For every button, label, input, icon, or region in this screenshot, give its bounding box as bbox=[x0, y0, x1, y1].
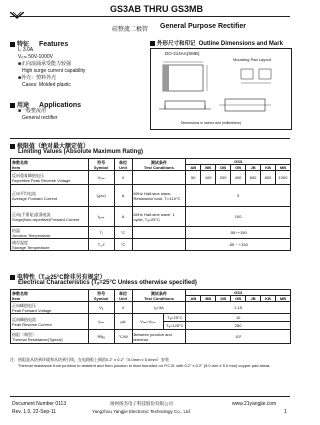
electrical-table bbox=[10, 289, 291, 344]
notes-en: Thermal resistance from junction to ambient and from junction to lead mounted on P.C.B. with 0.2" x 0.2" (5.0 mm x 5.0 mm) copper pad areas bbox=[18, 362, 270, 368]
param-cell: 正向(不重复)浪涌电流 Surge(Non-repetitive)Forward Current bbox=[11, 207, 89, 227]
features-list bbox=[18, 47, 85, 89]
value-cell: 50 bbox=[186, 171, 201, 185]
table-row bbox=[11, 314, 291, 322]
unit-cell: A bbox=[114, 207, 132, 227]
symbol-cell: Iᵣᵣₘ bbox=[88, 314, 114, 330]
footer-rule bbox=[10, 396, 290, 397]
grade-cell: DB bbox=[216, 296, 231, 302]
value-cell: 3 bbox=[186, 185, 291, 207]
symbol-header: 符号 Symbol bbox=[88, 159, 114, 171]
conditions-header: 测试条件 Test Conditions bbox=[132, 159, 186, 171]
condition-cell: Vᵣₘ=Vᵣᵣₘ bbox=[132, 314, 164, 330]
unit-cell: °C bbox=[114, 239, 132, 251]
param-cell: 热阻（典型） Thermal Resistance(Typical) bbox=[11, 330, 89, 344]
dimensions-note: Dimensions in inches and (millimeters) bbox=[181, 121, 241, 125]
limiting-values-table bbox=[10, 158, 291, 251]
value-cell: 250 bbox=[186, 322, 291, 330]
company-name-en: Yangzhou Yangjie Electronic Technology Co., Ltd bbox=[92, 409, 190, 414]
electrical-heading-en: Electrical Characteristics (Tₐ=25°C Unless otherwise specified) bbox=[18, 280, 197, 286]
symbol-cell: Vᵪ bbox=[88, 302, 114, 314]
pad-layout-label: Mounting Pad Layout bbox=[233, 57, 271, 62]
grade-cell: DB bbox=[216, 165, 231, 171]
grade-cell: BB bbox=[201, 165, 216, 171]
package-drawing bbox=[155, 59, 287, 121]
value-cell: 200 bbox=[216, 171, 231, 185]
feature-item: Cases: Molded plastic bbox=[22, 82, 71, 88]
unit-header: 单位 Unit bbox=[114, 290, 132, 302]
page-number: 1 bbox=[284, 409, 287, 415]
temp-cell: Tₐ=25°C bbox=[164, 314, 186, 322]
grade-cell: AB bbox=[186, 296, 201, 302]
section-rule bbox=[10, 138, 290, 139]
revision: Rev. 1.0, 22-Sep-11 bbox=[12, 409, 57, 415]
condition-cell: Iᵪ=3A bbox=[132, 302, 186, 314]
param-cell: 结温 Junction Temperature bbox=[11, 227, 89, 239]
package-label: DO-214AA(SMB) bbox=[165, 51, 200, 56]
website-link[interactable]: www.21yangjie.com bbox=[232, 401, 277, 407]
value-cell: -55~+150 bbox=[186, 227, 291, 239]
feature-item: High surge current capability bbox=[22, 68, 86, 74]
unit-cell: °C/W bbox=[114, 330, 132, 344]
condition-cell: 60Hz Half-sine wave, 1 cycle, Tₐ=25°C bbox=[132, 207, 186, 227]
feature-item: I₀ 3.0A bbox=[18, 47, 34, 53]
param-cell: 储存温度 Storage Temperature bbox=[11, 239, 89, 251]
value-cell: 1000 bbox=[275, 171, 290, 185]
unit-cell: V bbox=[114, 302, 132, 314]
condition-cell: 60Hz Half-sine wave, Resistance load, Tₗ=110°C bbox=[132, 185, 186, 207]
value-cell: 1.15 bbox=[186, 302, 291, 314]
unit-header: 单位 Unit bbox=[114, 159, 132, 171]
param-cell: 正向平均电流 Average Forward Current bbox=[11, 185, 89, 207]
table-row bbox=[11, 207, 291, 227]
grade-cell: KB bbox=[261, 165, 276, 171]
grade-cell: JB bbox=[246, 165, 261, 171]
page-title: GS3AB THRU GS3MB bbox=[110, 4, 204, 14]
grade-cell: GB bbox=[231, 296, 246, 302]
value-cell: 100 bbox=[201, 171, 216, 185]
group-header: GS3 bbox=[186, 159, 291, 165]
features-heading: 特征 Features bbox=[10, 39, 68, 48]
symbol-cell: Rθⱼₐ bbox=[88, 330, 114, 344]
value-cell: 10 bbox=[186, 314, 291, 322]
value-cell: 10¹ bbox=[186, 330, 291, 344]
application-item: General rectifier bbox=[22, 115, 58, 121]
unit-cell: °C bbox=[114, 227, 132, 239]
outline-heading: 外形尺寸和印记 Outline Dimensions and Mark bbox=[150, 39, 283, 47]
company-logo bbox=[10, 7, 24, 15]
document-number: Document Number 0113 bbox=[12, 401, 67, 407]
symbol-cell: Tₛₜᵍ bbox=[88, 239, 114, 251]
param-header: 参数名称 Item bbox=[11, 290, 89, 302]
notes-block bbox=[10, 357, 290, 368]
subtitle-cn: 硅整流二极管 bbox=[112, 27, 149, 33]
grade-cell: MB bbox=[275, 165, 290, 171]
feature-item: Vᵣᵣₘ 50V-1000V bbox=[18, 54, 53, 60]
outline-frame bbox=[150, 48, 292, 130]
group-header: GS3 bbox=[186, 290, 291, 296]
table-row bbox=[11, 239, 291, 251]
subtitle-en: General Purpose Rectifier bbox=[160, 23, 246, 30]
title-rule bbox=[10, 16, 290, 17]
electrical-heading-cn: 电特性（Tₐ≥25°C除非另有规定） bbox=[10, 272, 106, 281]
limiting-heading-cn: 极限值（绝对最大额定值） bbox=[10, 141, 89, 150]
value-cell: -55 ~ +150 bbox=[186, 239, 291, 251]
company-name-cn: 扬州扬杰电子科技股份有限公司 bbox=[110, 401, 173, 406]
grade-cell: KB bbox=[261, 296, 276, 302]
grade-cell: MB bbox=[275, 296, 290, 302]
symbol-header: 符号 Symbol bbox=[88, 290, 114, 302]
value-cell: 600 bbox=[246, 171, 261, 185]
table-row bbox=[11, 185, 291, 207]
table-row bbox=[11, 171, 291, 185]
notes-cn: 注：热阻是从结到环境和从结到引线，在电路板上铜箔0.2" x 0.2"（5.0mm x 5.0mm）安装 bbox=[10, 357, 169, 362]
applications-heading: 用途 Applications bbox=[10, 100, 81, 109]
feature-item: ■外壳：塑料外壳 bbox=[18, 75, 57, 81]
grade-cell: JB bbox=[246, 296, 261, 302]
limiting-heading-en: Limiting Values (Absolute Maximum Rating) bbox=[18, 149, 144, 155]
applications-list bbox=[18, 108, 58, 122]
symbol-cell: Iᵪ(ᴀᴠ) bbox=[88, 185, 114, 207]
unit-cell: A bbox=[114, 185, 132, 207]
symbol-cell: Tⱼ bbox=[88, 227, 114, 239]
feature-item: ■正向浪涌承受能力较强 bbox=[18, 61, 72, 67]
condition-cell bbox=[132, 227, 186, 239]
application-item: ■一般整流用 bbox=[18, 108, 47, 114]
value-cell: 100 bbox=[186, 207, 291, 227]
param-cell: 反向重复峰值电压 Repetitive Peak Reverse Voltage bbox=[11, 171, 89, 185]
unit-cell: V bbox=[114, 171, 132, 185]
symbol-cell: Vᵣᵣₘ bbox=[88, 171, 114, 185]
conditions-header: 测试条件 Test Conditions bbox=[132, 290, 186, 302]
grade-cell: BB bbox=[201, 296, 216, 302]
symbol-cell: Iᵪₛₘ bbox=[88, 207, 114, 227]
condition-cell: Between junction and terminal bbox=[132, 330, 186, 344]
value-cell: 800 bbox=[261, 171, 276, 185]
temp-cell: Tₐ=125°C bbox=[164, 322, 186, 330]
table-row bbox=[11, 302, 291, 314]
grade-cell: GB bbox=[231, 165, 246, 171]
grade-cell: AB bbox=[186, 165, 201, 171]
param-cell: 反向峰值电流 Peak Reverse Current bbox=[11, 314, 89, 330]
param-cell: 正向峰值电压 Peak Forward Voltage bbox=[11, 302, 89, 314]
condition-cell bbox=[132, 239, 186, 251]
table-row bbox=[11, 227, 291, 239]
unit-cell: μA bbox=[114, 314, 132, 330]
value-cell: 400 bbox=[231, 171, 246, 185]
param-header: 参数名称 Item bbox=[11, 159, 89, 171]
condition-cell bbox=[132, 171, 186, 185]
table-row bbox=[11, 330, 291, 344]
